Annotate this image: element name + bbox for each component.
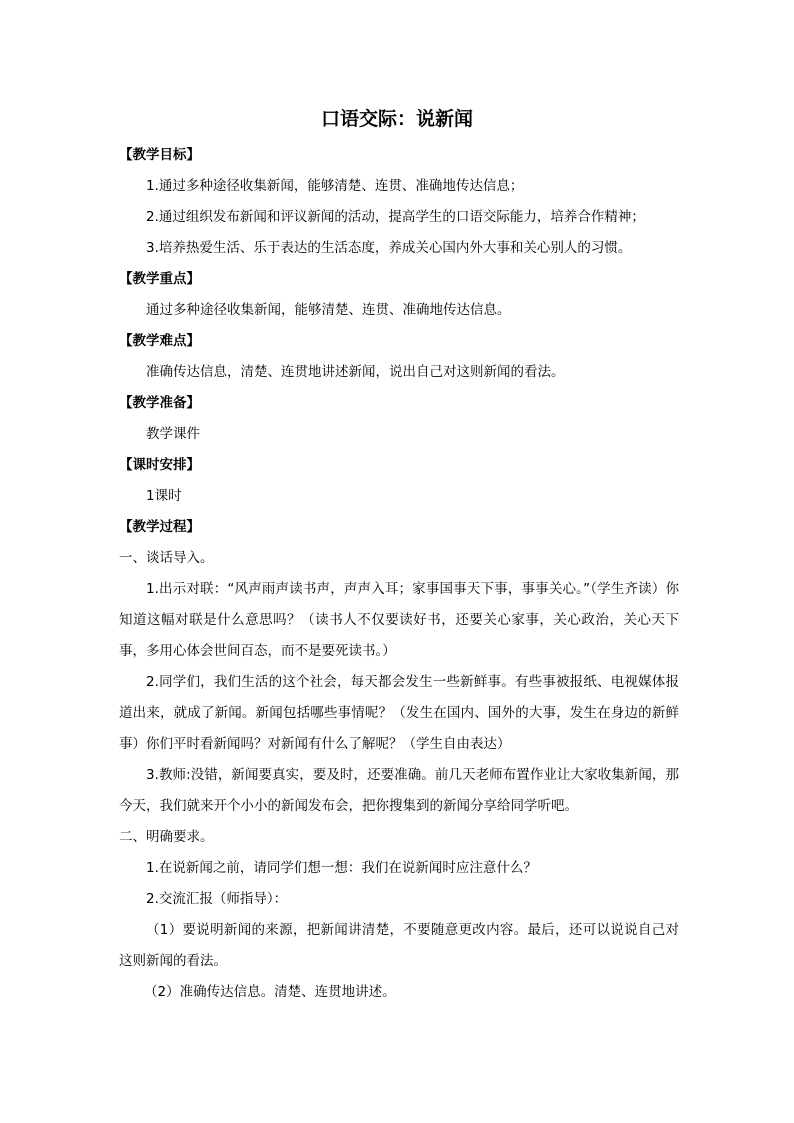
process-paragraph: 2.同学们，我们生活的这个社会，每天都会发生一些新鲜事。有些事被报纸、电视媒体报道出来，就成了新闻。新闻包括哪些事情呢？（发生在国内、国外的大事，发生在身边的新鲜事）你们平时看新闻吗？对新闻有什么了解呢？（学生自由表达） [119, 674, 679, 752]
process-heading: 【教学过程】 [119, 519, 200, 535]
preparation-heading: 【教学准备】 [119, 395, 200, 411]
goal-item: 1.通过多种途径收集新闻，能够清楚、连贯、准确地传达信息； [146, 178, 524, 194]
process-paragraph: （2）准确传达信息。清楚、连贯地讲述。 [144, 984, 396, 1000]
schedule-heading: 【课时安排】 [119, 457, 200, 473]
process-paragraph: 1.在说新闻之前，请同学们想一想：我们在说新闻时应注意什么？ [146, 860, 537, 876]
process-paragraph: 3.教师:没错，新闻要真实，要及时，还要准确。前几天老师布置作业让大家收集新闻，那今天，我们就来开个小小的新闻发布会，把你搜集到的新闻分享给同学听吧。 [119, 767, 679, 814]
goal-item: 2.通过组织发布新闻和评议新闻的活动，提高学生的口语交际能力，培养合作精神； [146, 209, 645, 225]
process-paragraph: 1.出示对联：“风声雨声读书声，声声入耳；家事国事天下事，事事关心。”（学生齐读）你知道这幅对联是什么意思吗？（读书人不仅要读好书，还要关心家事，关心政治，关心天下事，多用心体会世间百态，而不是要死读书。） [119, 581, 679, 659]
process-paragraph: （1）要说明新闻的来源，把新闻讲清楚，不要随意更改内容。最后，还可以说说自己对这则新闻的看法。 [119, 922, 679, 969]
process-part1-heading: 一、谈话导入。 [119, 550, 214, 566]
schedule-text: 1课时 [146, 488, 182, 504]
goal-item: 3.培养热爱生活、乐于表达的生活态度，养成关心国内外大事和关心别人的习惯。 [146, 240, 632, 256]
difficulties-text: 准确传达信息，清楚、连贯地讲述新闻，说出自己对这则新闻的看法。 [146, 364, 565, 380]
goals-heading: 【教学目标】 [119, 147, 200, 163]
page-title: 口语交际：说新闻 [320, 108, 473, 130]
document-body [119, 140, 679, 1008]
key-points-text: 通过多种途径收集新闻，能够清楚、连贯、准确地传达信息。 [146, 302, 511, 318]
difficulties-heading: 【教学难点】 [119, 333, 200, 349]
preparation-text: 教学课件 [146, 426, 200, 442]
process-part2-heading: 二、明确要求。 [119, 829, 214, 845]
key-points-heading: 【教学重点】 [119, 271, 200, 287]
process-paragraph: 2.交流汇报（师指导）： [146, 891, 288, 907]
